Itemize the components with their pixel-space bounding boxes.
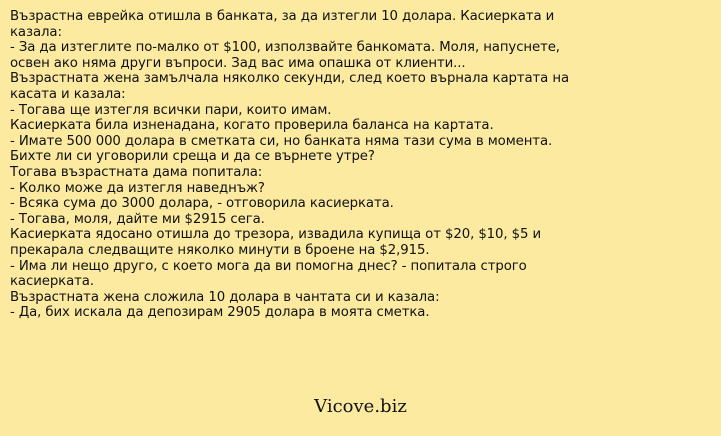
joke-line: - Има ли нещо друго, с което мога да ви помогна днес? - попитала строго bbox=[10, 258, 527, 274]
joke-text bbox=[10, 9, 710, 321]
joke-line: Касиерката била изненадана, когато проверила баланса на картата. bbox=[10, 118, 494, 134]
joke-line: - Всяка сума до 3000 долара, - отговорила касиерката. bbox=[10, 196, 394, 212]
joke-line: касата и казала: bbox=[10, 86, 126, 102]
joke-line: касиерката. bbox=[10, 274, 94, 290]
joke-line: - Тогава, моля, дайте ми $2915 сега. bbox=[10, 211, 265, 227]
joke-line: Възрастна еврейка отишла в банката, за да изтегли 10 долара. Касиерката и bbox=[10, 9, 555, 24]
site-watermark: Vicove.biz bbox=[314, 396, 407, 417]
joke-line: Тогава възрастната дама попитала: bbox=[10, 164, 263, 180]
joke-line: - Да, бих искала да депозирам 2905 долара в моята сметка. bbox=[10, 305, 430, 321]
joke-line: - За да изтеглите по-малко от $100, използвайте банкомата. Моля, напуснете, bbox=[10, 40, 560, 56]
joke-line: - Имате 500 000 долара в сметката си, но банката няма тази сума в момента. bbox=[10, 133, 553, 149]
joke-line: казала: bbox=[10, 24, 62, 40]
joke-line: Възрастната жена сложила 10 долара в чантата си и казала: bbox=[10, 289, 440, 305]
joke-line: Касиерката ядосано отишла до трезора, извадила купища от $20, $10, $5 и bbox=[10, 227, 542, 243]
joke-line: Възрастната жена замълчала няколко секунди, след което върнала картата на bbox=[10, 71, 569, 87]
joke-line: - Тогава ще изтегля всички пари, които имам. bbox=[10, 102, 332, 118]
joke-line: освен ако няма други въпроси. Зад вас има опашка от клиенти... bbox=[10, 55, 466, 71]
joke-line: Бихте ли си уговорили среща и да се върнете утре? bbox=[10, 149, 375, 165]
joke-line: - Колко може да изтегля наведнъж? bbox=[10, 180, 265, 196]
joke-line: прекарала следващите няколко минути в броене на $2,915. bbox=[10, 242, 430, 258]
